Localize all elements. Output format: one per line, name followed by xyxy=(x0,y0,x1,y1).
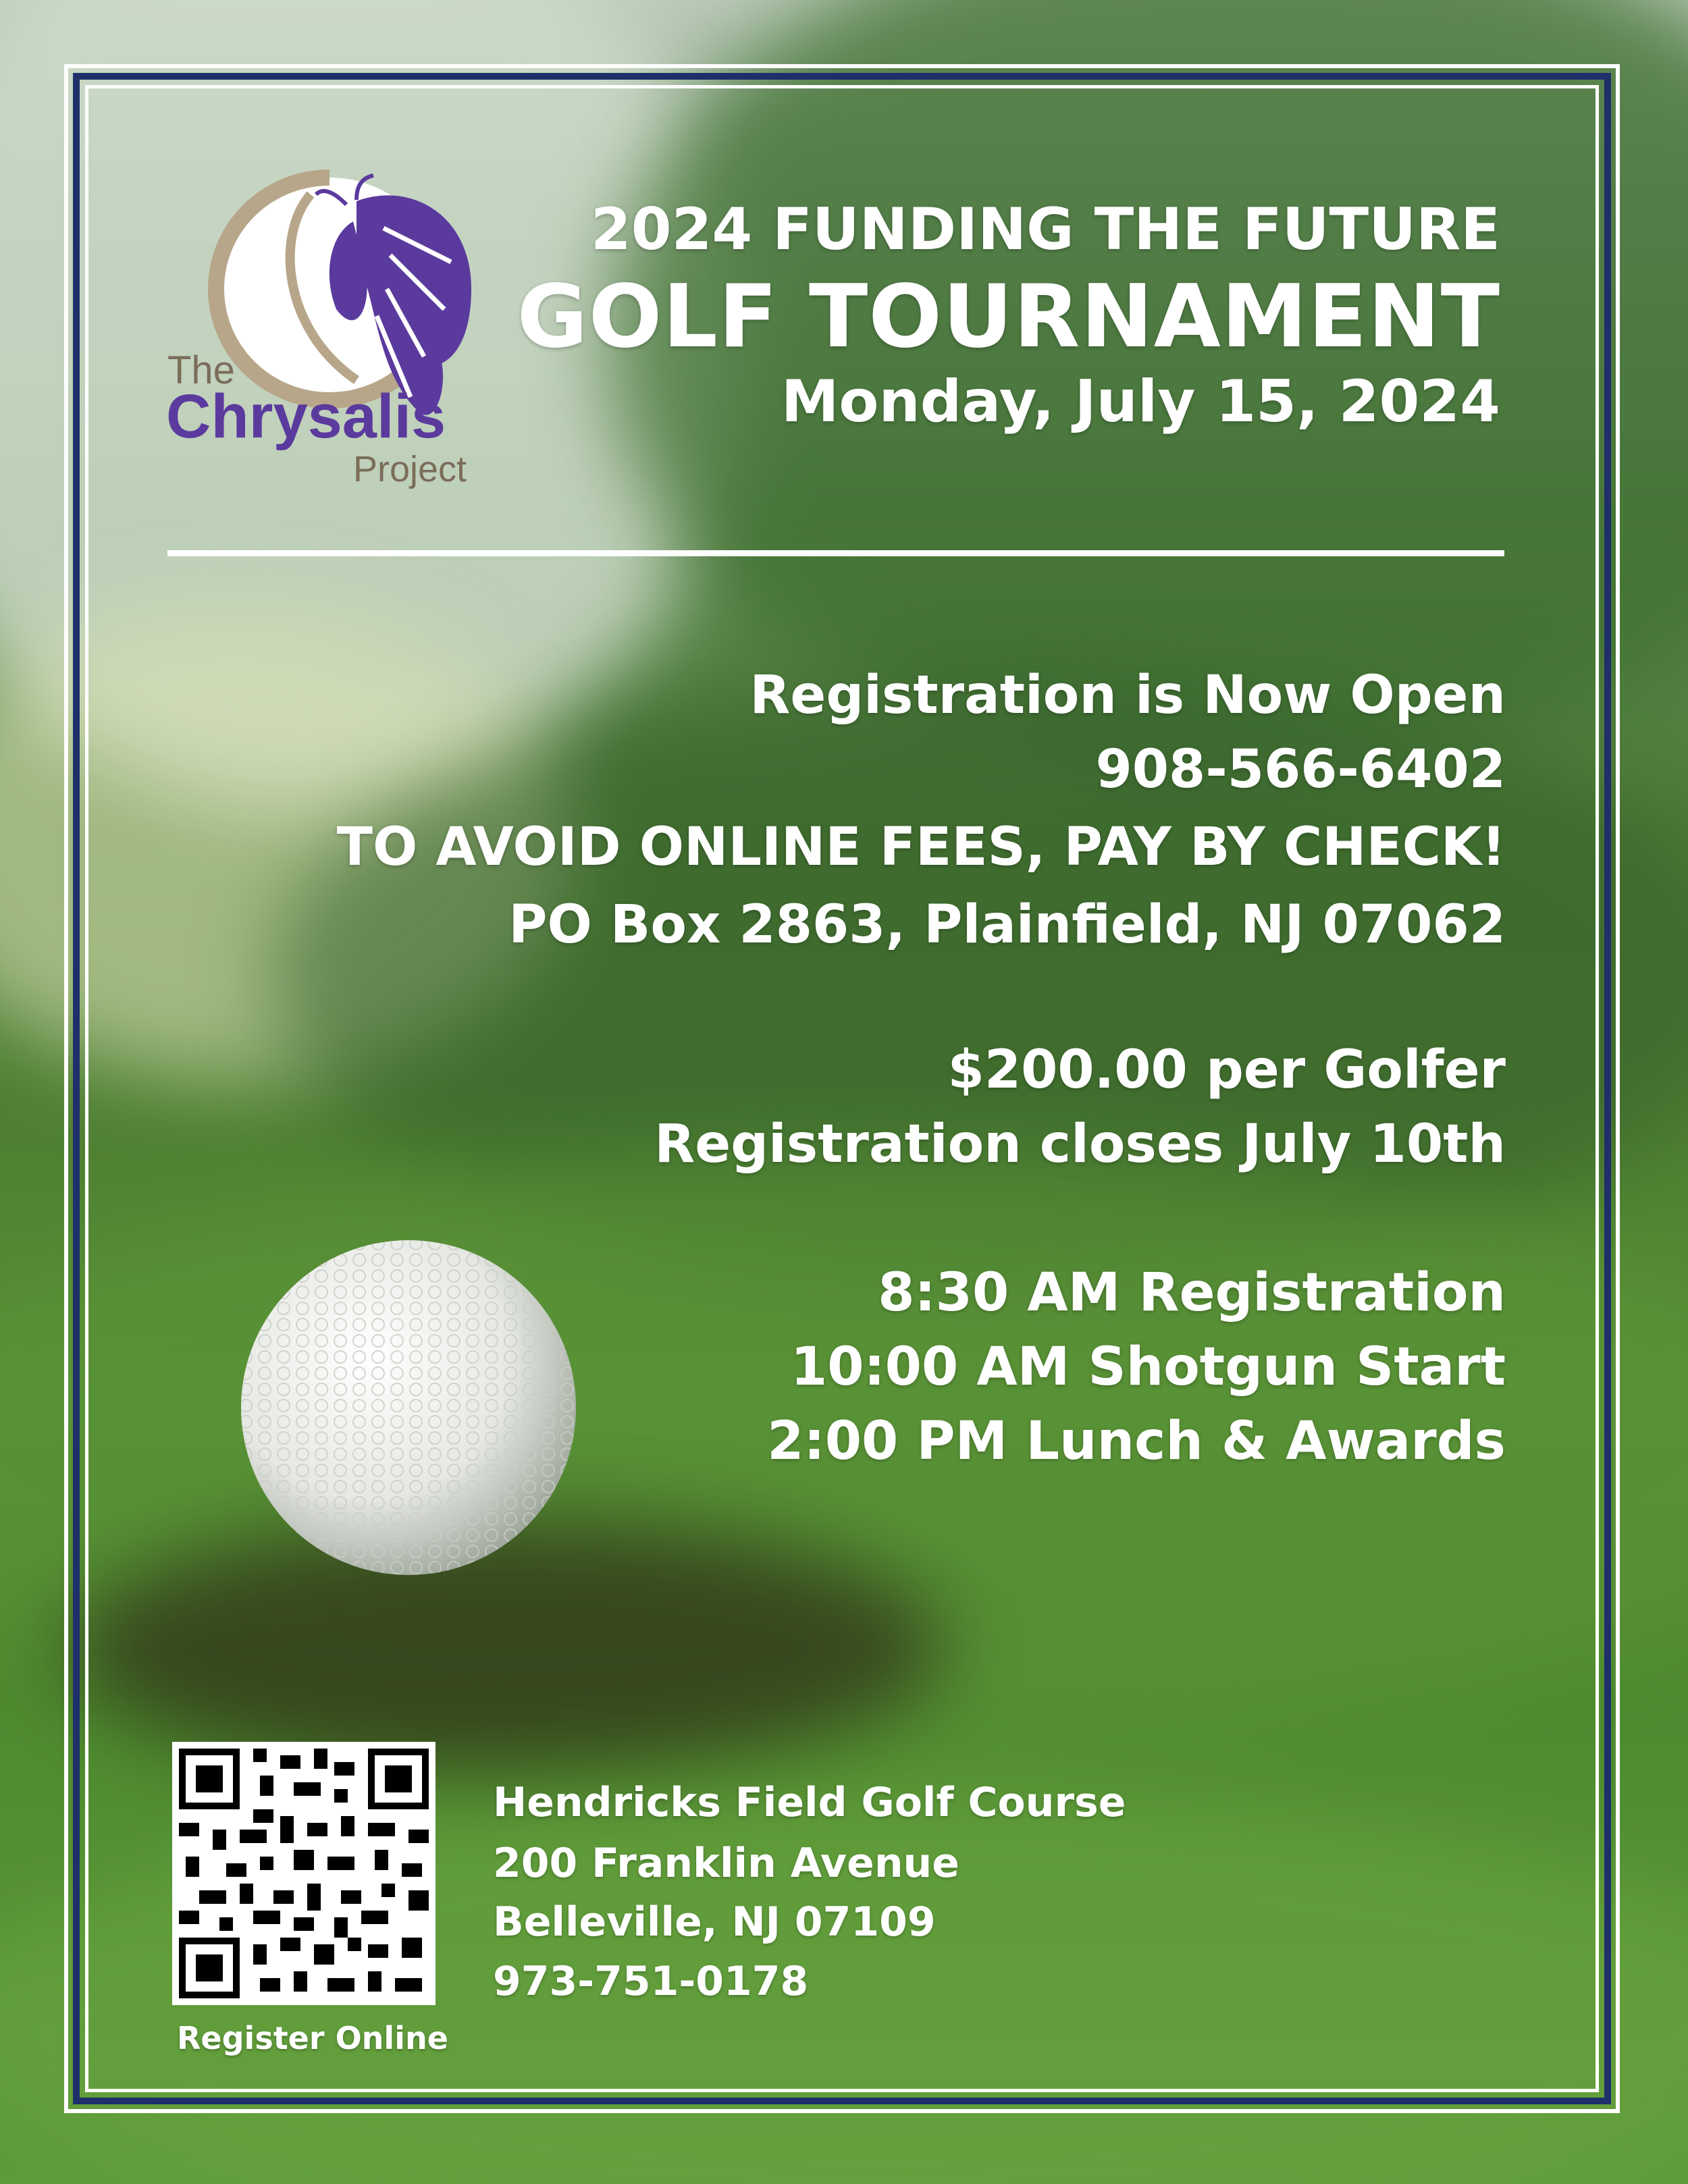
golf-ball-image xyxy=(236,1235,581,1580)
event-date: Monday, July 15, 2024 xyxy=(781,368,1500,435)
event-title-line2: GOLF TOURNAMENT xyxy=(517,267,1500,367)
check-payment-note: TO AVOID ONLINE FEES, PAY BY CHECK! xyxy=(336,817,1506,878)
qr-code[interactable] xyxy=(172,1742,436,2005)
registration-phone: 908-566-6402 xyxy=(1095,739,1506,800)
mail-address: PO Box 2863, Plainfield, NJ 07062 xyxy=(508,895,1506,955)
svg-text:Chrysalis: Chrysalis xyxy=(166,382,446,451)
registration-status: Registration is Now Open xyxy=(749,665,1506,726)
svg-text:The: The xyxy=(167,348,235,392)
registration-deadline: Registration closes July 10th xyxy=(654,1114,1506,1175)
chrysalis-project-logo xyxy=(154,154,532,505)
venue-street: 200 Franklin Avenue xyxy=(493,1840,959,1887)
venue-name: Hendricks Field Golf Course xyxy=(493,1779,1126,1826)
schedule-item: 2:00 PM Lunch & Awards xyxy=(767,1411,1506,1472)
schedule-item: 8:30 AM Registration xyxy=(878,1262,1506,1323)
schedule-item: 10:00 AM Shotgun Start xyxy=(790,1337,1506,1397)
venue-phone: 973-751-0178 xyxy=(493,1958,809,2005)
divider xyxy=(167,550,1504,556)
event-title-line1: 2024 FUNDING THE FUTURE xyxy=(590,196,1500,263)
venue-city: Belleville, NJ 07109 xyxy=(493,1898,936,1946)
register-online-caption[interactable]: Register Online xyxy=(177,2020,448,2056)
svg-text:Project: Project xyxy=(353,449,467,489)
price-per-golfer: $200.00 per Golfer xyxy=(947,1040,1506,1100)
